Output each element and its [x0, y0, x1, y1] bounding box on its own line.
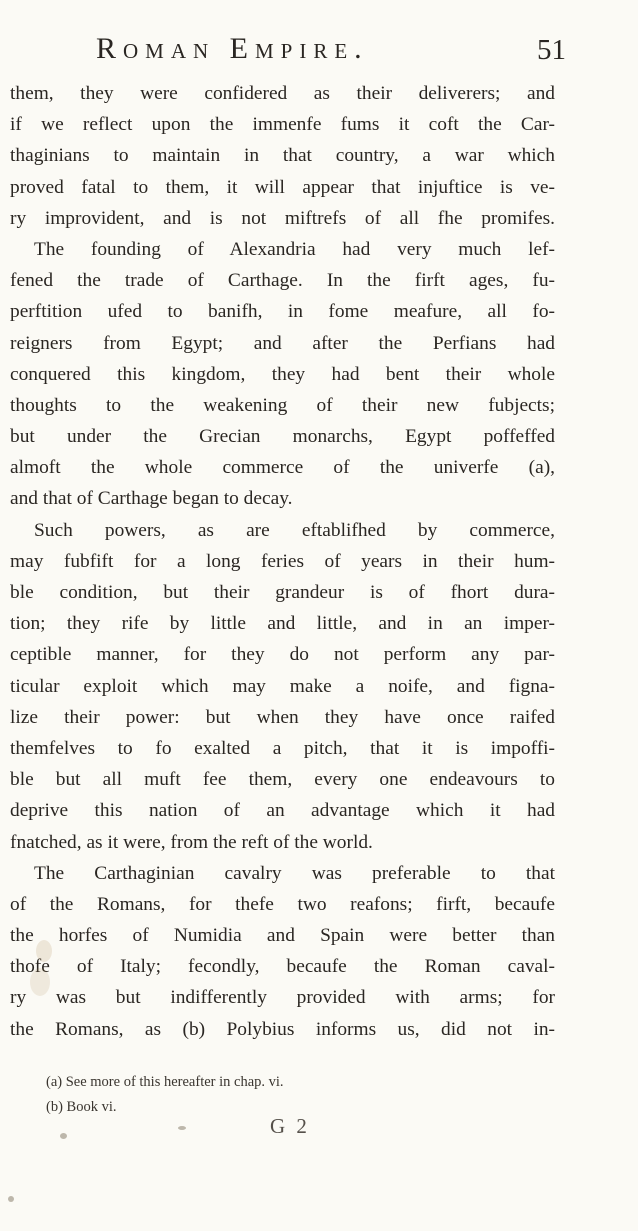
text-line: tion; they rife by little and little, and in an imper-: [10, 613, 555, 635]
page-number: 51: [537, 34, 566, 66]
text-line: deprive this nation of an advantage which it had: [10, 800, 555, 822]
paper-speck: [60, 1133, 67, 1139]
text-line: perftition ufed to banifh, in fome meafure, all fo-: [10, 301, 555, 323]
footnote-a: (a) See more of this hereafter in chap. vi.: [46, 1074, 284, 1090]
text-line: thoughts to the weakening of their new fubjects;: [10, 394, 555, 416]
text-line: them, they were confidered as their deliverers; and: [10, 83, 555, 104]
paragraph: [10, 858, 555, 1045]
text-line: thofe of Italy; fecondly, becaufe the Roman caval-: [10, 956, 555, 978]
paper-speck: [30, 968, 50, 996]
text-line: The founding of Alexandria had very much lef-: [34, 238, 555, 260]
page-header: [96, 32, 576, 72]
text-line: ry improvident, and is not miftrefs of all fhe promifes.: [10, 207, 555, 229]
text-line: of the Romans, for thefe two reafons; firft, becaufe: [10, 893, 555, 915]
text-line: Such powers, as are eftablifhed by commerce,: [34, 519, 555, 541]
body-text: [10, 78, 555, 1045]
text-line: almoft the whole commerce of the univerfe (a),: [10, 457, 555, 479]
text-line: ticular exploit which may make a noife, and figna-: [10, 675, 555, 697]
text-line: fnatched, as it were, from the reft of the world.: [10, 831, 373, 853]
footnotes: [46, 1070, 546, 1120]
running-title: Roman Empire.: [96, 32, 369, 65]
paper-speck: [36, 940, 52, 962]
footnote-b: (b) Book vi.: [46, 1099, 117, 1115]
text-line: if we reflect upon the immenfe fums it coft the Car-: [10, 114, 555, 136]
text-line: ry was but indifferently provided with arms; for: [10, 987, 555, 1009]
paper-speck: [178, 1126, 186, 1130]
text-line: and that of Carthage began to decay.: [10, 488, 293, 510]
paper-speck: [8, 1196, 14, 1202]
paragraph: [10, 234, 555, 515]
text-line: The Carthaginian cavalry was preferable to that: [34, 862, 555, 884]
text-line: themfelves to fo exalted a pitch, that it is impoffi-: [10, 737, 555, 759]
text-line: the horfes of Numidia and Spain were better than: [10, 925, 555, 947]
paragraph: [10, 515, 555, 858]
text-line: proved fatal to them, it will appear that injuftice is ve-: [10, 176, 555, 198]
text-line: ble condition, but their grandeur is of fhort dura-: [10, 582, 555, 603]
text-line: lize their power: but when they have once raifed: [10, 706, 555, 728]
text-line: but under the Grecian monarchs, Egypt poffeffed: [10, 426, 555, 448]
text-line: fened the trade of Carthage. In the firft ages, fu-: [10, 270, 555, 292]
paragraph: [10, 78, 555, 234]
text-line: ble but all muft fee them, every one endeavours to: [10, 769, 555, 791]
signature-mark: G 2: [270, 1114, 310, 1138]
text-line: the Romans, as (b) Polybius informs us, did not in-: [10, 1018, 555, 1040]
text-line: conquered this kingdom, they had bent their whole: [10, 363, 555, 385]
text-line: thaginians to maintain in that country, a war which: [10, 145, 555, 167]
text-line: ceptible manner, for they do not perform any par-: [10, 644, 555, 666]
text-line: may fubfift for a long feries of years in their hum-: [10, 550, 555, 572]
text-line: reigners from Egypt; and after the Perfians had: [10, 332, 555, 354]
